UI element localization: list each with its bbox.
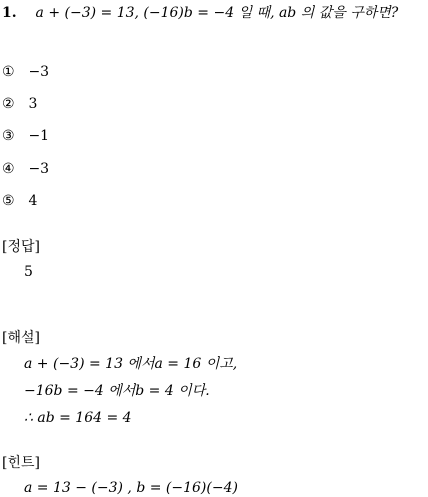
choice-3[interactable] xyxy=(2,127,49,145)
explanation-line-1: a + (−3) = 13 에서a = 16 이고, xyxy=(24,356,238,372)
answer-value: 5 xyxy=(24,264,33,280)
explanation-line-3: ∴ ab = 164 = 4 xyxy=(24,410,132,426)
choice-1-mark: ① xyxy=(2,64,15,80)
choice-2-mark: ② xyxy=(2,96,15,112)
choice-5-mark: ⑤ xyxy=(2,193,15,209)
choice-4-value: −3 xyxy=(28,161,50,177)
explanation-label: [해설] xyxy=(2,330,40,346)
choice-1-value: −3 xyxy=(28,64,50,80)
answer-label: [정답] xyxy=(2,239,40,255)
choice-3-value: −1 xyxy=(28,128,50,144)
choice-1[interactable] xyxy=(2,63,49,81)
question-row xyxy=(2,4,398,22)
choice-4[interactable] xyxy=(2,160,49,178)
choice-4-mark: ④ xyxy=(2,161,15,177)
hint-line: a = 13 − (−3) , b = (−16)(−4) xyxy=(24,480,238,496)
choice-5-value: 4 xyxy=(28,193,38,209)
choice-3-mark: ③ xyxy=(2,128,15,144)
question-text: a + (−3) = 13, (−16)b = −4 일 때, ab 의 값을 구하면? xyxy=(35,5,399,21)
hint-label: [힌트] xyxy=(2,455,40,471)
explanation-line-2: −16b = −4 에서b = 4 이다. xyxy=(24,383,210,399)
choice-2[interactable] xyxy=(2,95,37,113)
choice-5[interactable] xyxy=(2,192,37,210)
choice-2-value: 3 xyxy=(28,96,38,112)
question-number: 1. xyxy=(2,5,17,21)
